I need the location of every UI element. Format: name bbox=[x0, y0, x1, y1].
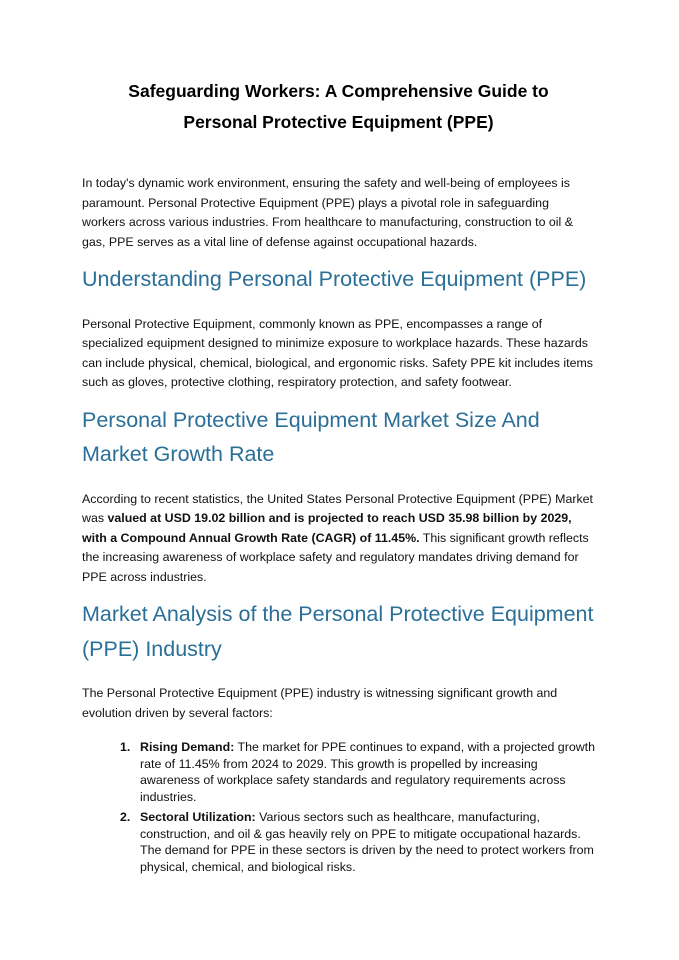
heading-understanding-ppe: Understanding Personal Protective Equipment (PPE) bbox=[82, 267, 587, 291]
list-item-term: Rising Demand: bbox=[140, 740, 235, 754]
market-size-text-lead: According to recent statistics, the United States Personal Protective Equipment (PPE) Market was bbox=[82, 491, 593, 525]
market-size-highlight: valued at USD 19.02 billion and is projected to reach USD 35.98 billion by 2029, with a Compound Annual Growth Rate (CAGR) of 11.45%. bbox=[82, 511, 572, 545]
list-item-number: 2. bbox=[120, 810, 131, 824]
list-item bbox=[120, 739, 595, 805]
paragraph-market-analysis: The Personal Protective Equipment (PPE) industry is witnessing significant growth and evolution driven by several factors: bbox=[82, 686, 558, 720]
list-item-number: 1. bbox=[120, 740, 131, 754]
list-item bbox=[120, 809, 595, 875]
heading-market-size: Personal Protective Equipment Market Size And Market Growth Rate bbox=[82, 407, 540, 466]
market-size-text-tail: This significant growth reflects the increasing awareness of workplace safety and regulatory mandates driving demand for PPE across industries. bbox=[82, 530, 589, 584]
list-item-text: Various sectors such as healthcare, manufacturing, construction, and oil & gas heavily rely on PPE to mitigate occupational hazards. The demand for PPE in these sectors is driven by the need to protect workers from physical, chemical, and biological risks. bbox=[140, 810, 594, 874]
growth-factors-list bbox=[82, 739, 595, 875]
intro-paragraph: In today's dynamic work environment, ensuring the safety and well-being of employees is paramount. Personal Protective Equipment (PPE) plays a pivotal role in safeguarding workers across various industries. From healthcare to manufacturing, construction to oil & gas, PPE serves as a vital line of defense against occupational hazards. bbox=[82, 176, 574, 249]
document-title-line-2: Personal Protective Equipment (PPE) bbox=[183, 112, 494, 132]
document-title-line-1: Safeguarding Workers: A Comprehensive Guide to bbox=[128, 81, 549, 101]
paragraph-market-size bbox=[82, 490, 595, 588]
list-item-term: Sectoral Utilization: bbox=[140, 810, 256, 824]
paragraph-understanding-ppe: Personal Protective Equipment, commonly known as PPE, encompasses a range of specialized equipment designed to minimize exposure to workplace hazards. These hazards can include physical, chemical, biological, and ergonomic risks. Safety PPE kit includes items such as gloves, protective clothing, respiratory protection, and safety footwear. bbox=[82, 316, 594, 389]
heading-market-analysis: Market Analysis of the Personal Protective Equipment (PPE) Industry bbox=[82, 602, 594, 661]
list-item-text: The market for PPE continues to expand, with a projected growth rate of 11.45% from 2024 to 2029. This growth is propelled by increasing awareness of workplace safety standards and regulatory requirements across industries. bbox=[140, 740, 595, 804]
document-title bbox=[82, 0, 595, 138]
